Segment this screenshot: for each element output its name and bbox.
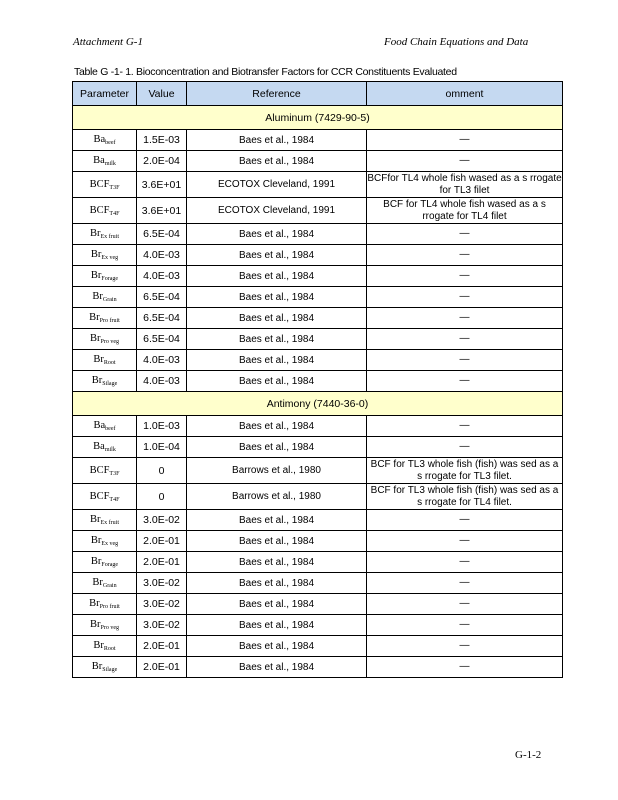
value-cell: 4.0E-03 — [137, 266, 187, 287]
parameter-cell — [73, 458, 137, 484]
parameter-subscript: Root — [103, 360, 116, 366]
reference-cell: Baes et al., 1984 — [187, 130, 367, 151]
parameter-symbol: Br — [93, 354, 104, 365]
parameter-subscript: T4F — [109, 210, 120, 217]
column-header-value: Value — [137, 82, 187, 106]
parameter-subscript: Silage — [102, 667, 118, 673]
table-row — [73, 287, 563, 308]
table-row — [73, 266, 563, 287]
value-cell: 6.5E-04 — [137, 329, 187, 350]
parameter-subscript: Forage — [101, 562, 119, 568]
comment-cell: BCFfor TL4 whole fish wased as a s rrogate for TL3 filet — [367, 172, 562, 196]
parameter-cell — [73, 130, 137, 151]
parameter-cell — [73, 287, 137, 308]
value-cell: 4.0E-03 — [137, 245, 187, 266]
parameter-subscript: Pro veg — [100, 339, 119, 345]
parameter-cell — [73, 350, 137, 371]
comment-cell: — — [367, 594, 563, 615]
parameter-cell — [73, 636, 137, 657]
comment-cell: — — [367, 636, 563, 657]
table-row — [73, 636, 563, 657]
value-cell: 3.6E+01 — [137, 198, 187, 224]
table-row — [73, 510, 563, 531]
reference-cell: Baes et al., 1984 — [187, 371, 367, 392]
parameter-symbol: Br — [92, 291, 103, 302]
reference-cell: Baes et al., 1984 — [187, 329, 367, 350]
table-row — [73, 224, 563, 245]
parameter-subscript: beef — [105, 426, 116, 432]
group-header: Aluminum (7429-90-5) — [73, 106, 563, 130]
parameter-symbol: Br — [92, 577, 103, 588]
parameter-symbol: Ba — [93, 155, 105, 166]
parameter-symbol: Br — [91, 661, 103, 672]
parameter-symbol: Br — [90, 514, 101, 525]
parameter-cell — [73, 329, 137, 350]
comment-cell: BCF for TL3 whole fish (fish) was sed as a s rrogate for TL4 filet. — [367, 484, 563, 510]
column-header-comment: omment — [367, 82, 563, 106]
parameter-subscript: T3F — [109, 184, 120, 191]
table-row — [73, 657, 563, 678]
parameter-subscript: Root — [103, 646, 116, 652]
parameter-subscript: Forage — [101, 276, 119, 282]
parameter-cell — [73, 151, 137, 172]
value-cell: 4.0E-03 — [137, 350, 187, 371]
parameter-cell — [73, 198, 137, 224]
reference-cell: Baes et al., 1984 — [187, 573, 367, 594]
parameter-subscript: beef — [105, 140, 116, 146]
reference-cell: Baes et al., 1984 — [187, 350, 367, 371]
reference-cell: ECOTOX Cleveland, 1991 — [187, 198, 367, 224]
reference-cell: Barrows et al., 1980 — [187, 484, 367, 510]
parameter-symbol: Ba — [93, 134, 106, 145]
group-header-row — [73, 106, 563, 130]
comment-cell: — — [367, 287, 563, 308]
comment-cell: BCF for TL4 whole fish wased as a s rrogate for TL4 filet — [367, 198, 563, 224]
value-cell: 1.0E-03 — [137, 416, 187, 437]
comment-cell: — — [367, 130, 563, 151]
value-cell: 3.0E-02 — [137, 510, 187, 531]
table-row — [73, 308, 563, 329]
parameter-symbol: Br — [90, 333, 101, 344]
table-row — [73, 594, 563, 615]
reference-cell: Baes et al., 1984 — [187, 416, 367, 437]
table-row — [73, 329, 563, 350]
value-cell: 4.0E-03 — [137, 371, 187, 392]
comment-cell: — — [367, 615, 563, 636]
parameter-cell — [73, 224, 137, 245]
table-caption: Table G -1- 1. Bioconcentration and Biotransfer Factors for CCR Constituents Evaluated — [74, 66, 457, 78]
value-cell: 3.6E+01 — [137, 172, 187, 198]
parameter-symbol: BCF — [89, 464, 110, 476]
comment-cell: — — [367, 266, 563, 287]
table-row — [73, 552, 563, 573]
comment-cell: — — [367, 657, 563, 678]
comment-cell: — — [367, 329, 563, 350]
group-header-row — [73, 392, 563, 416]
comment-cell: — — [367, 573, 563, 594]
parameter-symbol: BCF — [89, 178, 110, 190]
column-header-parameter: Parameter — [73, 82, 137, 106]
column-header-reference: Reference — [187, 82, 367, 106]
parameter-cell — [73, 172, 137, 198]
parameter-subscript: Grain — [102, 297, 117, 303]
comment-cell: — — [367, 308, 563, 329]
value-cell: 2.0E-04 — [137, 151, 187, 172]
parameter-cell — [73, 484, 137, 510]
parameter-cell — [73, 615, 137, 636]
parameter-subscript: Ex veg — [101, 541, 119, 547]
reference-cell: Baes et al., 1984 — [187, 287, 367, 308]
reference-cell: Baes et al., 1984 — [187, 531, 367, 552]
group-header: Antimony (7440-36-0) — [73, 392, 563, 416]
parameter-symbol: Br — [90, 228, 101, 239]
reference-cell: ECOTOX Cleveland, 1991 — [187, 172, 367, 198]
table-row — [73, 573, 563, 594]
parameter-symbol: Ba — [93, 441, 105, 452]
reference-cell: Baes et al., 1984 — [187, 266, 367, 287]
parameter-subscript: Ex veg — [101, 255, 119, 261]
parameter-symbol: Br — [90, 535, 102, 546]
reference-cell: Baes et al., 1984 — [187, 510, 367, 531]
parameter-symbol: Br — [89, 598, 100, 609]
table-row — [73, 151, 563, 172]
reference-cell: Barrows et al., 1980 — [187, 458, 367, 484]
value-cell: 6.5E-04 — [137, 308, 187, 329]
table-row — [73, 458, 563, 484]
value-cell: 2.0E-01 — [137, 657, 187, 678]
parameter-symbol: Br — [91, 375, 103, 386]
table-row — [73, 130, 563, 151]
reference-cell: Baes et al., 1984 — [187, 552, 367, 573]
reference-cell: Baes et al., 1984 — [187, 594, 367, 615]
comment-cell: — — [367, 245, 563, 266]
parameter-cell — [73, 657, 137, 678]
parameter-subscript: Pro fruit — [99, 318, 120, 324]
table-row — [73, 615, 563, 636]
parameter-cell — [73, 266, 137, 287]
parameter-subscript: Silage — [102, 381, 118, 387]
value-cell: 3.0E-02 — [137, 615, 187, 636]
parameter-symbol: Br — [90, 249, 102, 260]
comment-cell: — — [367, 224, 563, 245]
factors-table — [72, 81, 563, 678]
comment-cell: — — [367, 437, 563, 458]
comment-cell: — — [367, 510, 563, 531]
table-row — [73, 350, 563, 371]
value-cell: 1.5E-03 — [137, 130, 187, 151]
parameter-symbol: Br — [90, 619, 101, 630]
reference-cell: Baes et al., 1984 — [187, 657, 367, 678]
parameter-cell — [73, 531, 137, 552]
value-cell: 0 — [137, 484, 187, 510]
parameter-subscript: Pro veg — [100, 625, 119, 631]
parameter-cell — [73, 371, 137, 392]
table-row — [73, 437, 563, 458]
parameter-subscript: Ex fruit — [100, 520, 119, 526]
parameter-symbol: Ba — [93, 420, 106, 431]
parameter-cell — [73, 552, 137, 573]
table-row — [73, 198, 563, 224]
reference-cell: Baes et al., 1984 — [187, 636, 367, 657]
table-header-row — [73, 82, 563, 106]
reference-cell: Baes et al., 1984 — [187, 151, 367, 172]
value-cell: 2.0E-01 — [137, 552, 187, 573]
page-number: G-1-2 — [515, 749, 542, 761]
parameter-symbol: Br — [89, 312, 100, 323]
parameter-cell — [73, 573, 137, 594]
parameter-cell — [73, 308, 137, 329]
table-row — [73, 531, 563, 552]
header-title: Food Chain Equations and Data — [384, 36, 529, 48]
value-cell: 2.0E-01 — [137, 636, 187, 657]
comment-cell: — — [367, 531, 563, 552]
reference-cell: Baes et al., 1984 — [187, 308, 367, 329]
parameter-symbol: Br — [93, 640, 104, 651]
value-cell: 1.0E-04 — [137, 437, 187, 458]
reference-cell: Baes et al., 1984 — [187, 615, 367, 636]
table-body — [73, 106, 563, 678]
parameter-subscript: T4F — [109, 496, 120, 503]
value-cell: 0 — [137, 458, 187, 484]
parameter-symbol: BCF — [89, 490, 110, 502]
table-row — [73, 416, 563, 437]
parameter-cell — [73, 437, 137, 458]
parameter-cell — [73, 510, 137, 531]
reference-cell: Baes et al., 1984 — [187, 245, 367, 266]
table-row — [73, 245, 563, 266]
parameter-cell — [73, 416, 137, 437]
parameter-subscript: Grain — [102, 583, 117, 589]
parameter-symbol: BCF — [89, 204, 110, 216]
comment-cell: — — [367, 151, 563, 172]
comment-cell: BCF for TL3 whole fish (fish) was sed as a s rrogate for TL3 filet. — [367, 458, 563, 484]
table-row — [73, 484, 563, 510]
parameter-cell — [73, 594, 137, 615]
table-row — [73, 172, 563, 198]
parameter-symbol: Br — [90, 270, 102, 281]
header-attachment: Attachment G-1 — [73, 36, 143, 48]
comment-cell: — — [367, 350, 563, 371]
value-cell: 2.0E-01 — [137, 531, 187, 552]
parameter-subscript: T3F — [109, 470, 120, 477]
table-row — [73, 371, 563, 392]
value-cell: 3.0E-02 — [137, 594, 187, 615]
reference-cell: Baes et al., 1984 — [187, 437, 367, 458]
parameter-symbol: Br — [90, 556, 102, 567]
value-cell: 6.5E-04 — [137, 287, 187, 308]
comment-cell: — — [367, 371, 563, 392]
value-cell: 3.0E-02 — [137, 573, 187, 594]
comment-cell: — — [367, 416, 563, 437]
reference-cell: Baes et al., 1984 — [187, 224, 367, 245]
value-cell: 6.5E-04 — [137, 224, 187, 245]
parameter-subscript: Pro fruit — [99, 604, 120, 610]
parameter-subscript: milk — [104, 447, 116, 453]
parameter-subscript: milk — [104, 161, 116, 167]
comment-cell: — — [367, 552, 563, 573]
parameter-subscript: Ex fruit — [100, 234, 119, 240]
parameter-cell — [73, 245, 137, 266]
